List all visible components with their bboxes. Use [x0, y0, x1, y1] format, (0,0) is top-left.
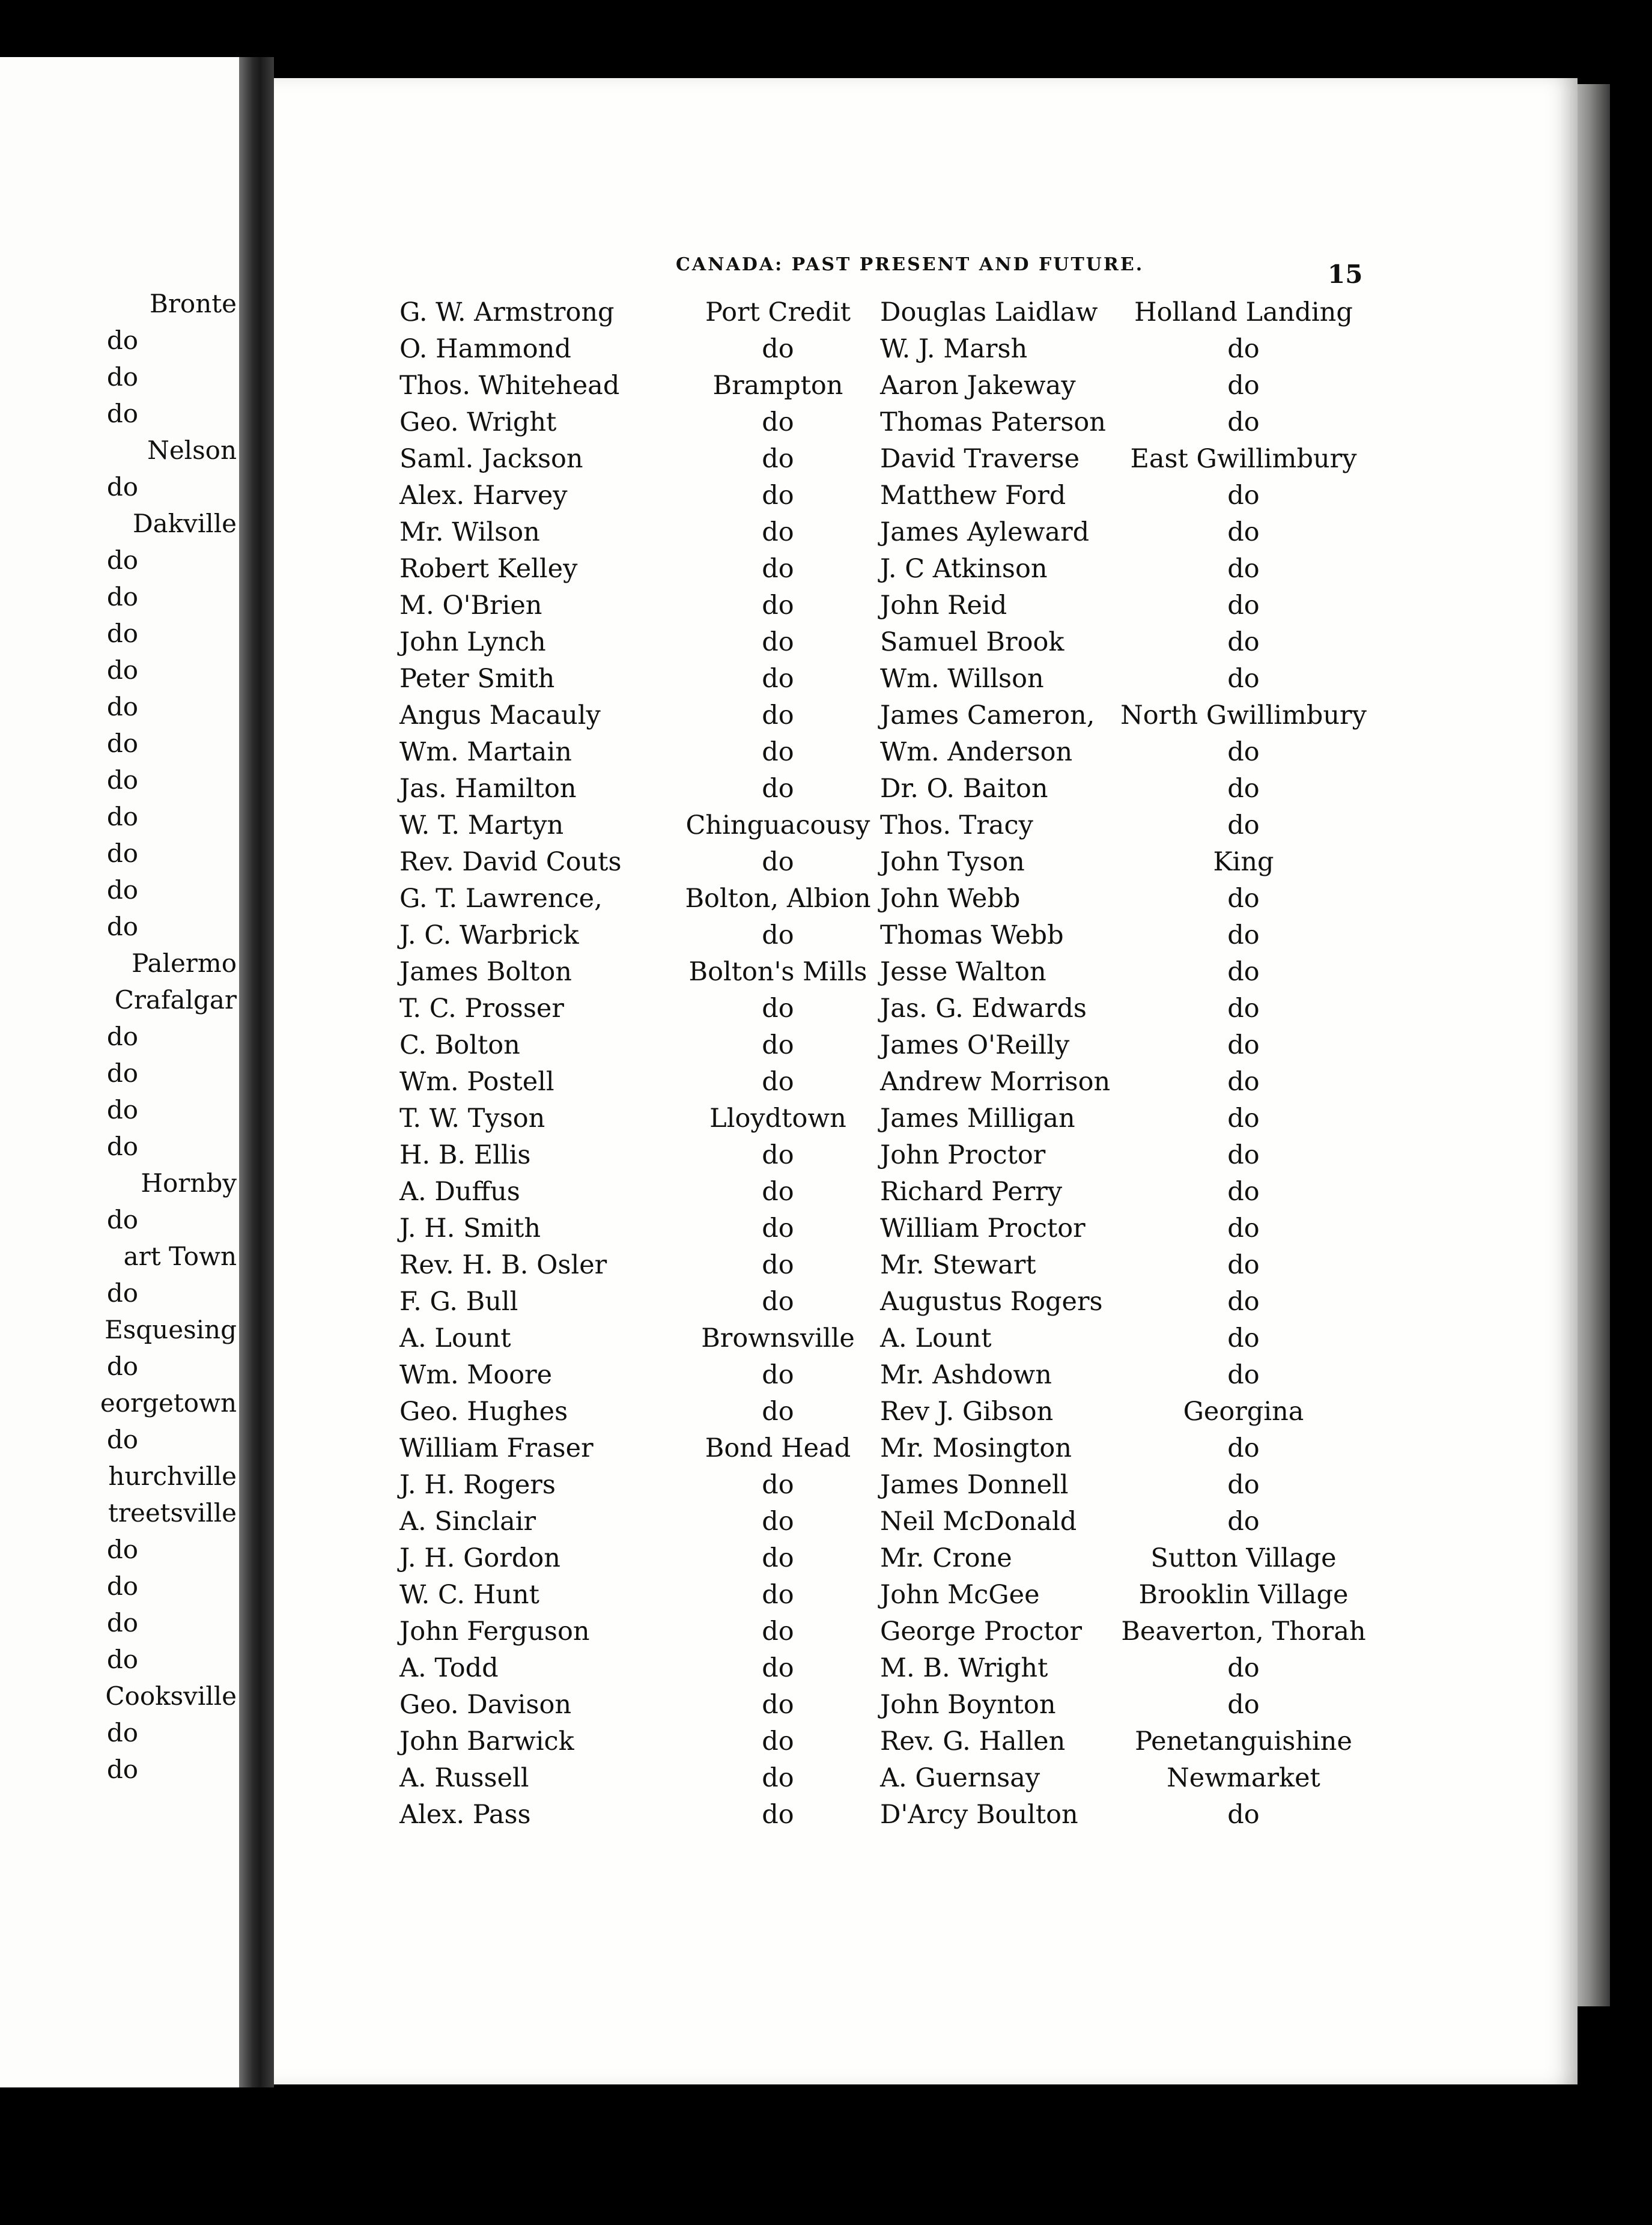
place-entry: Sutton Village	[1150, 1543, 1337, 1573]
name-entry: Thomas Paterson	[880, 407, 1106, 437]
left-place-entry: Bronte	[149, 289, 237, 318]
left-place-entry: Hornby	[141, 1168, 237, 1198]
place-entry: do	[762, 1580, 794, 1610]
name-entry: James Bolton	[399, 957, 572, 987]
place-entry: do	[762, 1397, 794, 1427]
left-place-entry: Palermo	[132, 949, 237, 978]
name-entry: Wm. Willson	[880, 664, 1044, 694]
place-entry: do	[762, 1360, 794, 1390]
name-entry: Wm. Postell	[399, 1067, 554, 1097]
name-entry: Angus Macauly	[399, 700, 601, 730]
name-entry: Robert Kelley	[399, 554, 578, 584]
name-entry: Samuel Brook	[880, 627, 1064, 657]
place-entry: do	[1227, 590, 1260, 621]
place-entry: Georgina	[1183, 1397, 1304, 1427]
place-entry: do	[762, 1690, 794, 1720]
place-entry: do	[1227, 481, 1260, 511]
left-place-entry: do	[106, 912, 139, 941]
place-entry: Holland Landing	[1134, 297, 1353, 327]
place-entry: do	[762, 481, 794, 511]
place-entry: do	[1227, 1690, 1260, 1720]
name-entry: W. J. Marsh	[880, 334, 1028, 364]
name-entry: John Ferguson	[399, 1616, 590, 1647]
place-entry: do	[1227, 407, 1260, 437]
place-entry: do	[762, 444, 794, 474]
place-entry: do	[762, 590, 794, 621]
place-entry: do	[762, 847, 794, 877]
left-place-entry: do	[106, 1535, 139, 1564]
name-entry: Mr. Mosington	[880, 1433, 1072, 1463]
name-entry: John Webb	[880, 884, 1021, 914]
name-entry: John Barwick	[399, 1726, 574, 1756]
left-place-entry: do	[106, 1095, 139, 1125]
place-entry: do	[1227, 1177, 1260, 1207]
name-entry: Richard Perry	[880, 1177, 1063, 1207]
name-entry: Jas. G. Edwards	[880, 994, 1087, 1024]
name-entry: Thos. Tracy	[880, 810, 1033, 840]
place-entry: Newmarket	[1167, 1763, 1320, 1793]
left-place-entry: do	[106, 802, 139, 831]
name-entry: J. H. Gordon	[399, 1543, 560, 1573]
name-entry: Dr. O. Baiton	[880, 774, 1048, 804]
name-entry: A. Sinclair	[399, 1507, 536, 1537]
name-entry: Peter Smith	[399, 664, 555, 694]
name-entry: Alex. Harvey	[399, 481, 568, 511]
place-entry: East Gwillimbury	[1130, 444, 1357, 474]
name-entry: Thos. Whitehead	[399, 371, 620, 401]
place-entry: Lloydtown	[709, 1103, 846, 1134]
place-entry: do	[1227, 1067, 1260, 1097]
name-entry: William Proctor	[880, 1213, 1086, 1243]
left-place-entry: do	[106, 1645, 139, 1674]
left-place-entry: do	[106, 1352, 139, 1381]
name-entry: J. C Atkinson	[880, 554, 1048, 584]
place-entry: do	[762, 1800, 794, 1830]
place-entry: do	[1227, 1103, 1260, 1134]
name-entry: A. Todd	[399, 1653, 499, 1683]
name-entry: William Fraser	[399, 1433, 594, 1463]
left-place-entry: do	[106, 1022, 139, 1051]
name-entry: Jesse Walton	[880, 957, 1046, 987]
place-entry: do	[762, 737, 794, 767]
left-place-entry: do	[106, 1571, 139, 1601]
name-entry: J. C. Warbrick	[399, 920, 579, 950]
place-entry: do	[762, 1067, 794, 1097]
place-entry: do	[762, 1287, 794, 1317]
place-entry: do	[1227, 920, 1260, 950]
name-entry: James Donnell	[880, 1470, 1069, 1500]
left-place-entry: Crafalgar	[114, 985, 237, 1015]
name-entry: A. Guernsay	[880, 1763, 1040, 1793]
name-entry: Geo. Hughes	[399, 1397, 568, 1427]
left-place-entry: art Town	[123, 1242, 237, 1271]
left-place-entry: do	[106, 399, 139, 428]
place-entry: do	[1227, 774, 1260, 804]
left-place-entry: do	[106, 655, 139, 685]
name-entry: Saml. Jackson	[399, 444, 583, 474]
name-entry: Mr. Ashdown	[880, 1360, 1052, 1390]
place-entry: Brooklin Village	[1138, 1580, 1349, 1610]
name-entry: T. W. Tyson	[399, 1103, 545, 1134]
name-entry: Aaron Jakeway	[880, 371, 1076, 401]
name-entry: Rev. H. B. Osler	[399, 1250, 607, 1280]
places-column-4	[1117, 294, 1370, 1833]
name-entry: T. C. Prosser	[399, 994, 564, 1024]
name-entry: Mr. Stewart	[880, 1250, 1036, 1280]
left-place-entry: do	[106, 1278, 139, 1308]
name-entry: Matthew Ford	[880, 481, 1066, 511]
place-entry: do	[1227, 1507, 1260, 1537]
name-entry: A. Russell	[399, 1763, 529, 1793]
place-entry: do	[1227, 1653, 1260, 1683]
name-entry: O. Hammond	[399, 334, 571, 364]
name-entry: John Tyson	[880, 847, 1025, 877]
name-entry: G. T. Lawrence,	[399, 884, 603, 914]
name-entry: David Traverse	[880, 444, 1080, 474]
left-place-entry: do	[106, 1755, 139, 1784]
name-entry: Mr. Crone	[880, 1543, 1012, 1573]
place-entry: King	[1213, 847, 1274, 877]
left-place-entry: do	[106, 362, 139, 392]
place-entry: do	[1227, 334, 1260, 364]
name-entry: John Boynton	[880, 1690, 1056, 1720]
place-entry: do	[762, 1763, 794, 1793]
left-place-entry: Esquesing	[105, 1315, 237, 1344]
place-entry: do	[762, 1213, 794, 1243]
name-entry: Rev. G. Hallen	[880, 1726, 1066, 1756]
left-place-entry: do	[106, 1058, 139, 1088]
place-entry: do	[1227, 664, 1260, 694]
place-entry: do	[1227, 1800, 1260, 1830]
name-entry: A. Lount	[399, 1323, 511, 1353]
name-entry: A. Duffus	[399, 1177, 520, 1207]
names-column-3	[880, 294, 1132, 1833]
place-entry: do	[762, 554, 794, 584]
left-place-entry: do	[106, 619, 139, 648]
left-place-entry: do	[106, 692, 139, 721]
name-entry: G. W. Armstrong	[399, 297, 615, 327]
name-entry: John McGee	[880, 1580, 1040, 1610]
name-entry: Wm. Martain	[399, 737, 572, 767]
name-entry: W. T. Martyn	[399, 810, 564, 840]
place-entry: do	[1227, 810, 1260, 840]
left-place-entry: do	[106, 1425, 139, 1454]
place-entry: do	[762, 994, 794, 1024]
left-place-entry: do	[106, 1718, 139, 1747]
left-place-entry: treetsville	[108, 1498, 237, 1528]
place-entry: do	[762, 1140, 794, 1170]
left-place-entry: hurchville	[108, 1462, 237, 1491]
place-entry: do	[1227, 957, 1260, 987]
left-place-entry: do	[106, 839, 139, 868]
place-entry: do	[762, 774, 794, 804]
book-gutter	[239, 57, 274, 2087]
place-entry: do	[1227, 1030, 1260, 1060]
left-place-entry: do	[106, 1132, 139, 1161]
left-place-entry: do	[106, 765, 139, 795]
left-place-entry: Cooksville	[105, 1681, 237, 1711]
place-entry: do	[762, 700, 794, 730]
name-entry: M. O'Brien	[399, 590, 542, 621]
name-entry: D'Arcy Boulton	[880, 1800, 1078, 1830]
name-entry: J. H. Smith	[399, 1213, 541, 1243]
name-entry: Rev. David Couts	[399, 847, 622, 877]
place-entry: do	[1227, 1323, 1260, 1353]
place-entry: do	[762, 664, 794, 694]
running-title: CANADA: PAST PRESENT AND FUTURE.	[676, 254, 1144, 275]
name-entry: Mr. Wilson	[399, 517, 540, 547]
place-entry: do	[762, 1250, 794, 1280]
place-entry: do	[1227, 1360, 1260, 1390]
left-place-entry: do	[106, 1205, 139, 1234]
place-entry: do	[762, 1653, 794, 1683]
name-entry: J. H. Rogers	[399, 1470, 556, 1500]
place-entry: Brampton	[712, 371, 843, 401]
name-entry: Neil McDonald	[880, 1507, 1077, 1537]
name-entry: W. C. Hunt	[399, 1580, 539, 1610]
left-place-entry: Dakville	[132, 509, 237, 538]
place-entry: do	[762, 1030, 794, 1060]
place-entry: Brownsville	[701, 1323, 855, 1353]
name-entry: Andrew Morrison	[880, 1067, 1111, 1097]
place-entry: do	[762, 517, 794, 547]
left-place-entry: do	[106, 582, 139, 612]
place-entry: do	[762, 1470, 794, 1500]
place-entry: Penetanguishine	[1135, 1726, 1352, 1756]
place-entry: Bolton, Albion	[685, 884, 871, 914]
place-entry: do	[1227, 371, 1260, 401]
place-entry: do	[762, 1616, 794, 1647]
name-entry: James O'Reilly	[880, 1030, 1070, 1060]
place-entry: do	[1227, 1213, 1260, 1243]
name-entry: James Milligan	[880, 1103, 1075, 1134]
place-entry: Bond Head	[705, 1433, 851, 1463]
place-entry: do	[1227, 1287, 1260, 1317]
name-entry: Alex. Pass	[399, 1800, 531, 1830]
name-entry: Geo. Davison	[399, 1690, 572, 1720]
place-entry: Chinguacousy	[685, 810, 870, 840]
place-entry: do	[1227, 1140, 1260, 1170]
name-entry: H. B. Ellis	[399, 1140, 531, 1170]
place-entry: do	[1227, 627, 1260, 657]
place-entry: do	[762, 627, 794, 657]
left-place-entry: do	[106, 729, 139, 758]
place-entry: do	[762, 1507, 794, 1537]
place-entry: do	[1227, 1470, 1260, 1500]
left-place-entry: do	[106, 875, 139, 905]
place-entry: do	[762, 920, 794, 950]
place-entry: do	[1227, 994, 1260, 1024]
left-place-entry: eorgetown	[100, 1388, 237, 1418]
name-entry: Jas. Hamilton	[399, 774, 577, 804]
place-entry: do	[1227, 1433, 1260, 1463]
left-place-entry: do	[106, 545, 139, 575]
left-place-entry: do	[106, 472, 139, 502]
places-column-2	[667, 294, 889, 1833]
name-entry: C. Bolton	[399, 1030, 520, 1060]
place-entry: do	[762, 1543, 794, 1573]
name-entry: Wm. Anderson	[880, 737, 1073, 767]
place-entry: Bolton's Mills	[688, 957, 867, 987]
place-entry: North Gwillimbury	[1120, 700, 1367, 730]
name-entry: George Proctor	[880, 1616, 1083, 1647]
place-entry: do	[1227, 884, 1260, 914]
name-entry: Thomas Webb	[880, 920, 1064, 950]
left-place-column	[8, 285, 237, 1788]
name-entry: Douglas Laidlaw	[880, 297, 1098, 327]
page-number: 15	[1328, 260, 1363, 289]
place-entry: do	[762, 1726, 794, 1756]
left-place-entry: do	[106, 326, 139, 355]
name-entry: Wm. Moore	[399, 1360, 553, 1390]
name-entry: F. G. Bull	[399, 1287, 518, 1317]
place-entry: Port Credit	[705, 297, 851, 327]
place-entry: do	[1227, 737, 1260, 767]
place-entry: do	[1227, 554, 1260, 584]
place-entry: do	[762, 1177, 794, 1207]
name-entry: M. B. Wright	[880, 1653, 1048, 1683]
name-entry: John Proctor	[880, 1140, 1046, 1170]
name-entry: John Reid	[880, 590, 1007, 621]
left-place-entry: Nelson	[147, 436, 237, 465]
place-entry: do	[1227, 517, 1260, 547]
names-column-1	[399, 294, 658, 1833]
place-entry: Beaverton, Thorah	[1121, 1616, 1366, 1647]
place-entry: do	[762, 407, 794, 437]
place-entry: do	[762, 334, 794, 364]
name-entry: James Cameron,	[880, 700, 1095, 730]
left-place-entry: do	[106, 1608, 139, 1638]
name-entry: Rev J. Gibson	[880, 1397, 1054, 1427]
name-entry: John Lynch	[399, 627, 546, 657]
place-entry: do	[1227, 1250, 1260, 1280]
name-entry: Augustus Rogers	[880, 1287, 1103, 1317]
name-entry: Geo. Wright	[399, 407, 557, 437]
left-page-fragment	[0, 57, 239, 2087]
name-entry: James Ayleward	[880, 517, 1090, 547]
name-entry: A. Lount	[880, 1323, 992, 1353]
